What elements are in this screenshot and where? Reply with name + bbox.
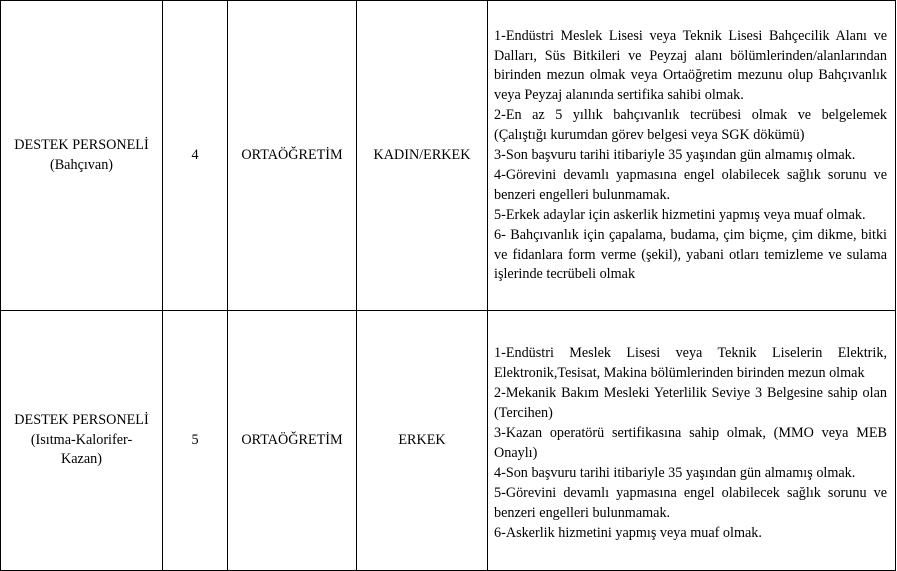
education-cell: ORTAÖĞRETİM [228, 1, 357, 311]
requirement-item: 5-Görevini devamlı yapmasına engel olabilecek sağlık sorunu ve benzeri engelleri bulunmamak. [494, 484, 887, 521]
count-cell: 5 [163, 311, 228, 571]
requirement-item: 1-Endüstri Meslek Lisesi veya Teknik Lisesi Bahçecilik Alanı ve Dalları, Süs Bitkileri ve Peyzaj alanı bölümlerinden/alanlarından birinden mezun olmak veya Ortaöğretim mezunu olup Bahçıvanlık veya Peyzaj alanında sertifika sahibi olmak. [494, 27, 887, 104]
requirement-item: 2-En az 5 yıllık bahçıvanlık tecrübesi olmak ve belgelemek (Çalıştığı kurumdan görev belgesi veya SGK dökümü) [494, 107, 887, 144]
position-subtitle: (Isıtma-Kalorifer- [30, 431, 133, 448]
table-body [1, 1, 896, 571]
requirements-cell [488, 1, 896, 311]
position-title: DESTEK PERSONELİ [14, 411, 149, 428]
gender-cell: ERKEK [357, 311, 488, 571]
education-cell: ORTAÖĞRETİM [228, 311, 357, 571]
requirement-item: 3-Kazan operatörü sertifikasına sahip olmak, (MMO veya MEB Onaylı) [494, 425, 887, 461]
requirement-item: 2-Mekanik Bakım Mesleki Yeterlilik Seviye 3 Belgesine sahip olan (Tercihen) [494, 385, 887, 422]
requirement-item: 4-Görevini devamlı yapmasına engel olabilecek sağlık sorunu ve benzeri engelleri bulunmamak. [494, 166, 887, 203]
requirement-item: 5-Erkek adaylar için askerlik hizmetini yapmış veya muaf olmak. [494, 206, 866, 223]
requirement-item: 4-Son başvuru tarihi itibariyle 35 yaşından gün almamış olmak. [494, 464, 856, 481]
requirement-item: 6- Bahçıvanlık için çapalama, budama, çim biçme, çim dikme, bitki ve fidanlara form verme (şekil), yabani otları temizleme ve sulama işlerinde tecrübeli olmak [494, 226, 887, 283]
gender-cell: KADIN/ERKEK [357, 1, 488, 311]
table-row [1, 1, 896, 311]
table-row [1, 311, 896, 571]
requirements-cell [488, 311, 896, 571]
requirement-item: 1-Endüstri Meslek Lisesi veya Teknik Liselerin Elektrik, Elektronik,Tesisat, Makina bölümlerinden birinden mezun olmak [494, 345, 887, 382]
position-cell [1, 1, 163, 311]
requirement-item: 3-Son başvuru tarihi itibariyle 35 yaşından gün almamış olmak. [494, 147, 856, 164]
count-cell: 4 [163, 1, 228, 311]
position-subtitle-line2: Kazan) [61, 451, 102, 468]
position-cell [1, 311, 163, 571]
position-title: DESTEK PERSONELİ [14, 136, 149, 153]
position-subtitle: (Bahçıvan) [49, 156, 114, 173]
requirement-item: 6-Askerlik hizmetini yapmış veya muaf olmak. [494, 524, 762, 541]
